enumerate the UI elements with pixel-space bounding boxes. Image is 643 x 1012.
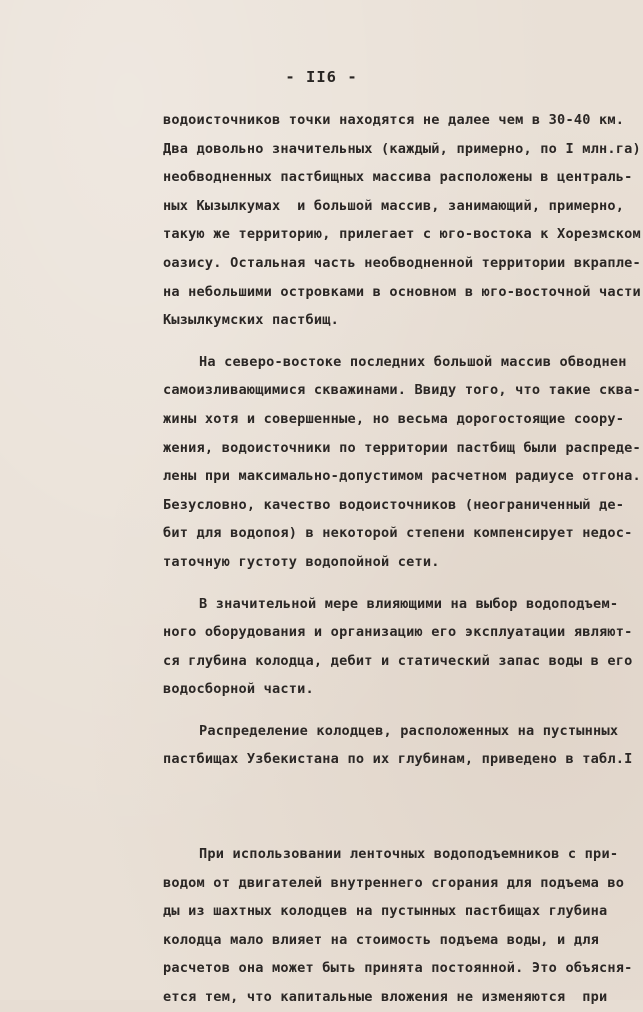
text-line: Распределение колодцев, расположенных на пустынных: [199, 722, 619, 739]
text-line: При использовании ленточных водоподъемников с при-: [199, 846, 619, 863]
text-line: В значительной мере влияющими на выбор водоподъем-: [199, 595, 619, 612]
text-line: ного оборудования и организацию его эксплуатации являют-: [163, 624, 633, 641]
text-line: оазису. Остальная часть необводненной территории вкрапле-: [163, 254, 641, 271]
paragraph-spacer: [163, 335, 633, 348]
text-line: расчетов она может быть принята постоянной. Это объясня-: [163, 960, 633, 977]
page-number: - II6 -: [285, 68, 358, 86]
text-line: водом от двигателей внутреннего сгорания для подъема во: [163, 874, 625, 891]
paragraph-2: [163, 348, 641, 577]
text-line: ды из шахтных колодцев на пустынных пастбищах глубина: [163, 903, 608, 920]
text-line: колодца мало влияет на стоимость подъема воды, и для: [163, 931, 599, 948]
text-line: Безусловно, качество водоисточников (неограниченный де-: [163, 496, 625, 513]
text-line: жины хотя и совершенные, но весьма дорогостоящие соору-: [163, 410, 625, 427]
text-line: На северо-востоке последних большой массив обводнен: [199, 353, 627, 370]
text-line: необводненных пастбищных массива расположены в централь-: [163, 169, 633, 186]
paragraph-3: [163, 590, 633, 704]
text-line: ся глубина колодца, дебит и статический запас воды в его: [163, 652, 633, 669]
text-line: таточную густоту водопойной сети.: [163, 553, 440, 570]
text-line: самоизливающимися скважинами. Ввиду того, что такие сква-: [163, 382, 641, 399]
paragraph-spacer: [163, 774, 633, 840]
paragraph-spacer: [163, 704, 633, 717]
text-line: водосборной части.: [163, 681, 314, 698]
text-line: жения, водоисточники по территории пастбищ были распреде-: [163, 439, 641, 456]
paragraph-1: [163, 106, 641, 335]
text-line: ется тем, что капитальные вложения не изменяются при: [163, 989, 608, 1006]
paragraph-5: [163, 840, 633, 1012]
paragraph-spacer: [163, 577, 633, 590]
text-line: на небольшими островками в основном в юго-восточной части: [163, 283, 641, 300]
text-line: бит для водопоя) в некоторой степени компенсирует недос-: [163, 525, 633, 542]
text-line: лены при максимально-допустимом расчетном радиусе отгона.: [163, 468, 641, 485]
text-line: Два довольно значительных (каждый, примерно, по I млн.га): [163, 140, 641, 157]
text-line: ных Кызылкумах и большой массив, занимающий, примерно,: [163, 197, 625, 214]
text-line: пастбищах Узбекистана по их глубинам, приведено в табл.I: [163, 751, 633, 768]
paragraph-4: [163, 717, 633, 774]
text-line: водоисточников точки находятся не далее чем в 30-40 км.: [163, 112, 625, 128]
document-body: [163, 106, 641, 1012]
text-line: Кызылкумских пастбищ.: [163, 312, 340, 329]
text-line: такую же территорию, прилегает с юго-востока к Хорезмском: [163, 226, 641, 243]
